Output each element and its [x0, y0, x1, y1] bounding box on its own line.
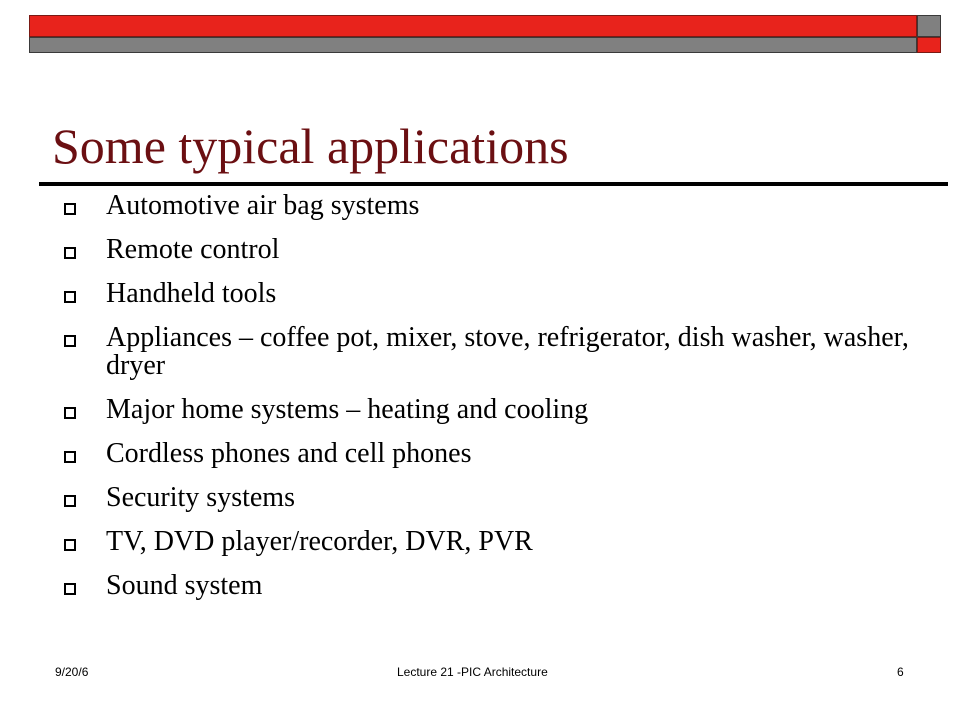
hollow-square-icon: [64, 203, 76, 215]
list-item: [60, 484, 920, 512]
page-number: 6: [897, 665, 904, 679]
header-gray-bar: [29, 37, 917, 53]
list-item: [60, 396, 920, 424]
bullet-text: Sound system: [106, 570, 263, 601]
bullet-text: TV, DVD player/recorder, DVR, PVR: [106, 526, 533, 557]
bullet-text: Cordless phones and cell phones: [106, 438, 472, 469]
footer-title: Lecture 21 -PIC Architecture: [397, 665, 548, 679]
hollow-square-icon: [64, 247, 76, 259]
header-gray-square: [917, 15, 941, 37]
bullet-text: Appliances – coffee pot, mixer, stove, refrigerator, dish washer, washer, dryer: [106, 322, 909, 381]
hollow-square-icon: [64, 539, 76, 551]
footer-date: 9/20/6: [55, 665, 89, 679]
bullet-text: Automotive air bag systems: [106, 190, 420, 221]
list-item: [60, 528, 920, 556]
list-item: [60, 280, 920, 308]
header-red-bar: [29, 15, 917, 37]
hollow-square-icon: [64, 495, 76, 507]
slide-title: Some typical applications: [52, 118, 569, 174]
list-item: [60, 440, 920, 468]
hollow-square-icon: [64, 407, 76, 419]
hollow-square-icon: [64, 451, 76, 463]
bullet-text: Major home systems – heating and cooling: [106, 394, 589, 425]
list-item: [60, 324, 920, 380]
list-item: [60, 572, 920, 600]
bullet-text: Security systems: [106, 482, 295, 513]
bullet-text: Handheld tools: [106, 278, 277, 309]
title-underline: [39, 182, 948, 186]
list-item: [60, 236, 920, 264]
bullet-list: [60, 192, 920, 616]
list-item: [60, 192, 920, 220]
hollow-square-icon: [64, 583, 76, 595]
bullet-text: Remote control: [106, 234, 280, 265]
header-red-square: [917, 37, 941, 53]
hollow-square-icon: [64, 335, 76, 347]
hollow-square-icon: [64, 291, 76, 303]
